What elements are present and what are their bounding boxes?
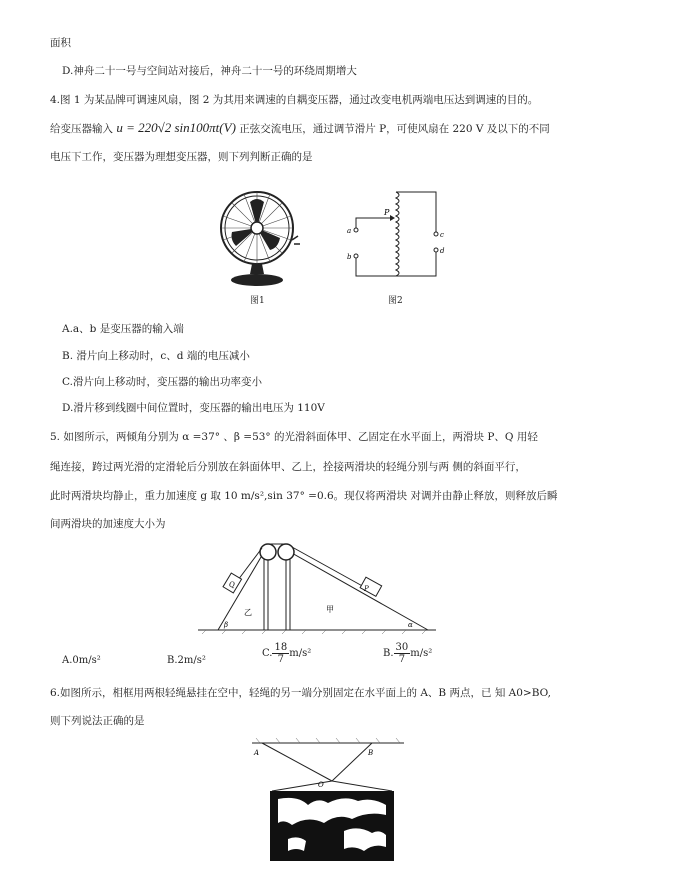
label-q: Q [229, 581, 235, 589]
q5-line-4: 间两滑块的加速度大小为 [50, 518, 166, 530]
q4-option-b: B. 滑片向上移动时，c、d 端的电压减小 [62, 350, 250, 362]
q6-line-1: 6.如图所示，相框用两根轻绳悬挂在空中，轻绳的另一端分别固定在水平面上的 A、B 两点，已 知 A0>BO, [50, 687, 551, 699]
q4-option-c: C.滑片向上移动时，变压器的输出功率变小 [62, 376, 262, 388]
rope-bo [332, 743, 372, 781]
q5-option-c-prefix: C. [262, 648, 273, 659]
label-p-block: P [364, 585, 369, 593]
label-beta: β [224, 621, 229, 629]
transformer-coil [396, 192, 399, 276]
q5-option-b: B.2m/s² [167, 655, 206, 666]
ceiling-hatching [256, 738, 400, 743]
slider-arrow [390, 215, 395, 221]
q4-line-2-prefix: 给变压器输入 [50, 123, 113, 135]
incline-jia [290, 552, 428, 630]
fan-hub [251, 222, 263, 234]
q6-line-2: 则下列说法正确的是 [50, 715, 145, 727]
q5-option-d-prefix: B. [383, 648, 394, 659]
wire-bottom-d [396, 252, 436, 276]
wire-a-slider [356, 218, 393, 228]
q4-line-3: 电压下工作，变压器为理想变压器，则下列判断正确的是 [50, 151, 313, 163]
terminal-a [354, 228, 358, 232]
label-a-point: A [254, 749, 260, 757]
q5-option-d-fraction [394, 642, 411, 665]
text-line-area: 面积 [50, 37, 71, 49]
label-jia: 甲 [326, 605, 334, 614]
fan-stand [250, 264, 264, 274]
label-b: b [347, 253, 352, 261]
frame-wire-right [332, 781, 392, 791]
figure-1-caption: 图1 [250, 296, 265, 306]
terminal-d [434, 248, 438, 252]
q5-option-d-numerator: 30 [395, 642, 409, 653]
q5-line-2: 绳连接，跨过两光滑的定滑轮后分别放在斜面体甲、乙上，拴接两滑块的轻绳分别与两 侧的斜面平行， [50, 461, 526, 473]
q5-option-d [383, 642, 432, 665]
q4-line-1: 4.图 1 为某品牌可调速风扇，图 2 为其用来调速的自耦变压器，通过改变电机两端电压达到调速的目的。 [50, 94, 539, 106]
label-alpha: α [408, 621, 413, 629]
terminal-c [434, 232, 438, 236]
fan-base [231, 274, 283, 286]
q5-option-a: A.0m/s² [62, 655, 101, 666]
incline-yi [218, 552, 264, 630]
label-b-point: B [368, 749, 374, 757]
figure-2-caption: 图2 [388, 296, 403, 306]
q5-line-3: 此时两滑块均静止，重力加速度 g 取 10 m/s²,sin 37° =0.6。现仅将两滑块 对调并由静止释放，则释放后瞬 [50, 490, 558, 502]
wire-b [356, 258, 396, 276]
pulley-left [260, 544, 276, 560]
rope-ao [262, 743, 332, 781]
q5-line-1: 5. 如图所示，两倾角分别为 α =37° 、β =53° 的光滑斜面体甲、乙固定在水平面上，两滑块 P、Q 用轻 [50, 431, 538, 443]
label-a: a [347, 227, 352, 235]
q4-line-2 [50, 121, 550, 136]
q5-option-c-denominator: 7 [277, 654, 285, 665]
terminal-b [354, 254, 358, 258]
fan-figure [212, 188, 302, 288]
rope-to-p [292, 547, 366, 588]
transformer-figure [338, 188, 448, 288]
q5-option-c [262, 642, 311, 665]
label-c: c [440, 231, 444, 239]
q4-voltage-formula: u = 220√2 sin100πt(V) [116, 120, 236, 135]
q5-option-d-unit: m/s² [410, 648, 433, 659]
q5-option-c-numerator: 18 [274, 642, 288, 653]
label-yi: 乙 [244, 608, 252, 617]
label-p: P [384, 208, 390, 217]
q4-option-d: D.滑片移到线圈中间位置时，变压器的输出电压为 110V [62, 402, 325, 414]
wire-top-c [396, 192, 436, 232]
q5-option-c-unit: m/s² [289, 648, 312, 659]
incline-figure [196, 540, 440, 636]
label-d: d [440, 247, 445, 255]
label-o-point: O [318, 781, 324, 789]
q4-line-2-suffix: 正弦交流电压，通过调节滑片 P，可使风扇在 220 V 及以下的不同 [239, 123, 550, 135]
pulley-right [278, 544, 294, 560]
option-d-q3: D.神舟二十一号与空间站对接后，神舟二十一号的环绕周期增大 [62, 65, 357, 77]
picture-frame-figure [248, 735, 408, 865]
q4-option-a: A.a、b 是变压器的输入端 [62, 323, 184, 335]
fan-knob [292, 236, 300, 244]
q5-option-c-fraction [272, 642, 289, 665]
ground-hatching [202, 630, 426, 634]
q5-option-d-denominator: 7 [398, 654, 406, 665]
